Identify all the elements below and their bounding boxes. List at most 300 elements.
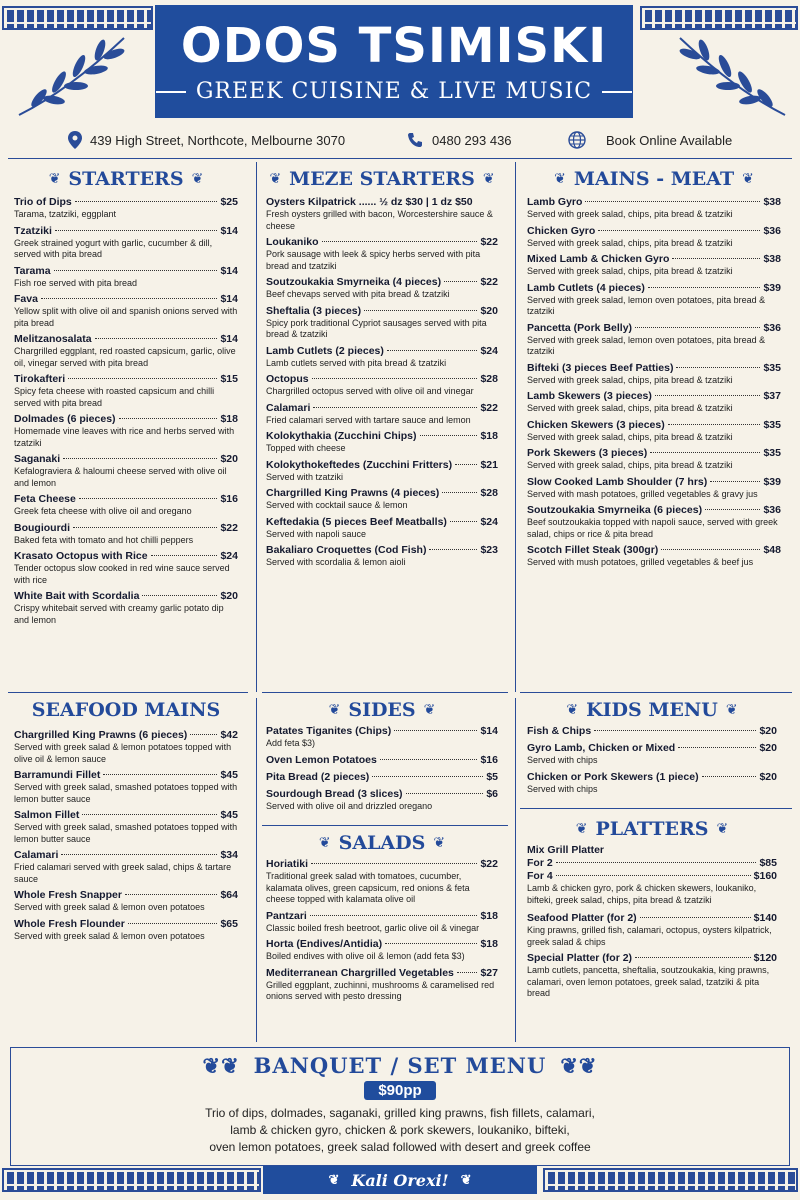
banquet-line-2: lamb & chicken gyro, chicken & pork skewers, loukaniko, bifteki, (230, 1123, 570, 1137)
section-title: ❦ SALADS ❦ (318, 832, 446, 854)
section-title: ❦ MEZE STARTERS ❦ (269, 168, 495, 190)
item-price: $18 (480, 430, 498, 442)
item-description: Served with cocktail sauce & lemon (266, 500, 408, 510)
item-name: Dolmades (6 pieces) (14, 413, 116, 425)
laurel-right-icon: ❦ (433, 835, 446, 851)
item-row (14, 453, 238, 466)
item-name: Calamari (266, 401, 311, 414)
item-name: Seafood Platter (for 2) (527, 912, 637, 924)
item-price: $21 (480, 458, 498, 471)
item-description: Topped with cheese (266, 443, 346, 453)
item-name: Lamb Cutlets (4 pieces) (527, 281, 645, 294)
menu-item (527, 912, 777, 948)
item-price: $20 (220, 590, 238, 602)
dot-leader (63, 458, 217, 459)
item-description: Homemade vine leaves with rice and herbs served with tzatziki (14, 426, 235, 448)
dot-leader (678, 747, 756, 748)
menu-item (14, 729, 238, 765)
item-name: Fava (14, 293, 38, 305)
item-name: Gyro Lamb, Chicken or Mixed (527, 742, 676, 754)
banquet-set-menu (10, 1047, 790, 1166)
laurel-left-icon: ❦ (48, 171, 61, 187)
phone[interactable] (407, 128, 512, 152)
item-price: $160 (753, 870, 777, 882)
dot-leader (387, 350, 478, 351)
laurel-right-icon: ❦ (482, 171, 495, 187)
item-row (14, 196, 238, 209)
menu-item (266, 430, 498, 455)
item-name: Chargrilled King Prawns (6 pieces) (14, 729, 188, 741)
menu-item (527, 771, 777, 796)
item-row (527, 844, 777, 857)
item-row (266, 236, 498, 249)
item-description: Beef chevaps served with pita bread & tzatziki (266, 289, 450, 299)
item-row (14, 225, 238, 238)
item-description: Served with greek salad & lemon oven potatoes (14, 902, 205, 912)
dot-leader (648, 287, 761, 288)
item-row (14, 849, 238, 862)
item-row (266, 544, 498, 557)
item-row (527, 419, 781, 432)
online-booking[interactable] (568, 128, 732, 152)
item-row (266, 754, 498, 767)
section-title: ❦ SIDES ❦ (328, 699, 436, 721)
item-description: Served with greek salad, lemon oven potatoes, pita bread & tzatziki (527, 294, 766, 316)
item-price: $14 (220, 264, 238, 277)
item-price: $6 (486, 787, 498, 800)
item-description: Served with greek salad, smashed potatoes topped with lemon butter sauce (14, 822, 238, 844)
divider-col2-lower (515, 698, 516, 1042)
item-price: $24 (480, 515, 498, 528)
menu-item (527, 282, 781, 318)
dot-leader (640, 917, 751, 918)
dot-leader (594, 730, 756, 731)
divider-kids-platters (520, 808, 792, 809)
dot-leader (190, 734, 217, 735)
divider-col2 (515, 162, 516, 692)
item-price: $15 (220, 373, 238, 385)
dot-leader (406, 793, 484, 794)
sides-list (266, 725, 498, 812)
laurel-left-icon: ❦ (566, 702, 579, 718)
dot-leader (310, 915, 478, 916)
phone-text: 0480 293 436 (432, 132, 512, 148)
menu-item-mix-grill (527, 844, 777, 906)
item-description: Served with greek salad & lemon potatoes topped with olive oil & lemon sauce (14, 742, 232, 764)
greek-key-border-bottom-left (2, 1168, 261, 1192)
menu-item (14, 196, 238, 221)
item-price: $22 (480, 236, 498, 248)
dot-leader (82, 814, 217, 815)
item-description: Chargrilled octopus served with olive oil and vinegar (266, 386, 474, 396)
item-row (266, 516, 498, 529)
item-name: Chicken Gyro (527, 224, 596, 237)
item-name: Mix Grill Platter (527, 844, 605, 856)
item-row (527, 771, 777, 784)
section-title: SEAFOOD MAINS (31, 699, 221, 721)
dot-leader (55, 230, 218, 231)
item-name: Soutzoukakia Smyrneika (6 pieces) (527, 504, 703, 516)
dot-leader (585, 201, 760, 202)
item-row (14, 729, 238, 742)
menu-item (266, 402, 498, 427)
phone-icon (407, 132, 424, 149)
divider-col1 (256, 162, 257, 692)
divider-sides-salads (262, 825, 508, 826)
banquet-line-1: Trio of dips, dolmades, saganaki, grilled king prawns, fish fillets, calamari, (205, 1106, 595, 1120)
dot-leader (103, 774, 217, 775)
item-price: $20 (220, 453, 238, 465)
subtitle-rule-right (602, 91, 632, 93)
dot-leader (635, 327, 760, 328)
item-description: Traditional greek salad with tomatoes, cucumber, kalamata olives, green capsicum, red onions & feta cheese topped with kalamata olive oil (266, 871, 470, 904)
section-sides (266, 697, 498, 816)
item-description: Grilled eggplant, zuchinni, mushrooms & caramelised red onions served with pesto dressing (266, 979, 495, 1001)
dot-leader (442, 492, 477, 493)
section-title: ❦ MAINS - MEAT ❦ (554, 168, 754, 190)
divider-mid-center (262, 692, 508, 693)
menu-item (14, 889, 238, 914)
item-description: Served with greek salad, chips, pita bread & tzatziki (527, 431, 733, 442)
item-name: Trio of Dips (14, 196, 72, 208)
dot-leader (702, 776, 757, 777)
item-price: $85 (759, 857, 777, 869)
item-name: Tarama (14, 264, 51, 277)
kids-list (527, 725, 777, 795)
item-row (527, 476, 781, 489)
seafood-list (14, 729, 238, 942)
menu-item (527, 476, 781, 501)
item-price: $23 (480, 544, 498, 556)
item-row (266, 402, 498, 415)
menu-item (266, 771, 498, 784)
section-kids-menu (527, 697, 777, 799)
laurel-right-icon: ❦ (725, 702, 738, 718)
section-title: ❦ STARTERS ❦ (48, 168, 204, 190)
item-row (266, 771, 498, 784)
section-meze-starters (266, 166, 498, 573)
menu-item (527, 253, 781, 278)
dot-leader (676, 367, 760, 368)
laurel-right-icon: ❦ (460, 1172, 472, 1188)
laurel-left-icon: ❦ (318, 835, 331, 851)
dot-leader (668, 424, 761, 425)
item-price: $45 (220, 769, 238, 781)
menu-item (266, 544, 498, 569)
item-price: $18 (480, 938, 498, 950)
menu-item (266, 938, 498, 963)
item-description: Greek feta cheese with olive oil and oregano (14, 506, 192, 516)
item-name: Pancetta (Pork Belly) (527, 321, 633, 334)
subtitle-text: GREEK CUISINE & LIVE MUSIC (195, 79, 593, 104)
dot-leader (429, 549, 477, 550)
item-description: Crispy whitebait served with creamy garlic potato dip and lemon (14, 603, 224, 625)
item-price: $35 (763, 447, 781, 459)
menu-item (527, 196, 781, 221)
laurel-left-icon: ❦ (269, 171, 282, 187)
dot-leader (79, 498, 218, 499)
section-title: ❦ PLATTERS ❦ (575, 818, 729, 840)
item-name: Oven Lemon Potatoes (266, 753, 377, 766)
laurel-left-icon: ❦ (328, 702, 341, 718)
item-row (14, 293, 238, 306)
olive-branch-right-icon (670, 30, 790, 120)
menu-item (266, 487, 498, 512)
section-mains-meat (527, 166, 781, 573)
location-pin-icon (68, 131, 82, 149)
laurel-left-icon: ❦ (328, 1172, 340, 1188)
item-price: $35 (763, 418, 781, 431)
item-name: White Bait with Scordalia (14, 590, 140, 602)
item-row (527, 253, 781, 266)
item-name: Lamb Gyro (527, 196, 583, 208)
menu-item (14, 918, 238, 943)
item-description: Served with greek salad, chips, pita bread & tzatziki (527, 209, 733, 219)
item-name: Mediterranean Chargrilled Vegetables (266, 966, 454, 979)
divider-mid-right (520, 692, 792, 693)
item-row (266, 373, 498, 386)
item-description: Served with mush potatoes, grilled vegetables & beef jus (527, 557, 754, 567)
item-name: Tirokafteri (14, 373, 66, 385)
menu-item (14, 590, 238, 626)
menu-item (14, 849, 238, 885)
item-name: Saganaki (14, 453, 61, 465)
item-row (527, 544, 781, 557)
item-row (14, 413, 238, 426)
item-description: Served with greek salad, smashed potatoes topped with lemon butter sauce (14, 782, 238, 804)
mains-list (527, 196, 781, 569)
item-price: $14 (220, 224, 238, 237)
item-name: Horiatiki (266, 858, 309, 870)
item-name: Fish & Chips (527, 725, 592, 737)
item-row (527, 725, 777, 738)
item-name: Chargrilled King Prawns (4 pieces) (266, 487, 440, 499)
menu-item (14, 225, 238, 261)
item-price: $22 (220, 521, 238, 534)
item-row (527, 447, 781, 460)
item-description: Kefalograviera & haloumi cheese served with olive oil and lemon (14, 466, 227, 488)
item-price: $22 (480, 276, 498, 288)
item-name: Octopus (266, 373, 309, 385)
item-name: Pantzari (266, 909, 307, 922)
item-description: Tarama, tzatziki, eggplant (14, 209, 117, 219)
item-description: Served with chips (527, 755, 598, 765)
item-row (527, 196, 781, 209)
footer-banner (263, 1166, 537, 1194)
menu-item (266, 276, 498, 301)
item-description: Lamb cutlets, pancetta, sheftalia, soutzoukakia, king prawns, calamari, oven lemon potatoes, greek salad, tzatziki & pita bread (527, 965, 770, 998)
dot-leader (95, 338, 218, 339)
item-description: Served with chips (527, 783, 598, 794)
menu-item (527, 952, 777, 1000)
item-row (527, 322, 781, 335)
item-name: Sheftalia (3 pieces) (266, 304, 362, 317)
item-row (14, 918, 238, 931)
item-price: $38 (763, 253, 781, 265)
item-price: $14 (480, 725, 498, 737)
item-row (14, 590, 238, 603)
item-row (527, 742, 777, 755)
menu-item (266, 305, 498, 341)
item-description: Spicy pork traditional Cypriot sausages served with pita bread & tzatziki (266, 317, 487, 339)
item-price: $64 (220, 889, 238, 901)
item-description: Greek strained yogurt with garlic, cucumber & dill, served with pita bread (14, 237, 213, 259)
menu-item (266, 858, 498, 906)
address-text: 439 High Street, Northcote, Melbourne 3070 (90, 132, 346, 148)
item-price: $20 (480, 304, 498, 317)
divider-top (8, 158, 792, 159)
item-price: $28 (480, 487, 498, 499)
item-row (527, 952, 777, 965)
item-name: For 4 (527, 870, 553, 882)
item-description: Fresh oysters grilled with bacon, Worcestershire sauce & cheese (266, 209, 493, 231)
dot-leader (128, 923, 218, 924)
laurel-left-icon: ❦ (575, 821, 588, 837)
menu-item (527, 725, 777, 738)
menu-item (14, 522, 238, 547)
item-row (266, 196, 498, 209)
dot-leader (450, 521, 478, 522)
item-row (266, 967, 498, 980)
item-price: $38 (763, 196, 781, 208)
item-description: Served with greek salad, chips, pita bread & tzatziki (527, 374, 733, 385)
menu-item (266, 345, 498, 370)
olive-branch-left-icon (14, 30, 134, 120)
menu-item (266, 967, 498, 1003)
item-row (527, 870, 777, 883)
laurel-right-icon: ❦ (423, 702, 436, 718)
section-platters (527, 816, 777, 1004)
banquet-title: ❦❦ BANQUET / SET MENU ❦❦ (202, 1053, 598, 1078)
item-description: Spicy feta cheese with roasted capsicum and chilli served with pita bread (14, 386, 215, 408)
item-price: $36 (763, 224, 781, 237)
laurel-left-icon: ❦ (554, 171, 566, 187)
item-row (14, 493, 238, 506)
dot-leader (61, 854, 217, 855)
item-description: Lamb & chicken gyro, pork & chicken skewers, loukaniko, bifteki, greek salad, chips, pita bread & tzatziki (527, 883, 757, 905)
item-name: Slow Cooked Lamb Shoulder (7 hrs) (527, 475, 708, 488)
menu-item (527, 362, 781, 387)
menu-item (527, 544, 781, 569)
dot-leader (385, 943, 477, 944)
item-name: Bifteki (3 pieces Beef Patties) (527, 361, 674, 374)
item-description: Served with mash potatoes, grilled vegetables & gravy jus (527, 488, 758, 499)
menu-item (14, 550, 238, 586)
menu-item (266, 516, 498, 541)
menu-item (14, 333, 238, 369)
item-name: Calamari (14, 849, 59, 861)
item-name: Oysters Kilpatrick ...... ½ dz $30 | 1 dz $50 (266, 196, 473, 208)
dot-leader (650, 452, 760, 453)
item-description: King prawns, grilled fish, calamari, octopus, oysters kilpatrick, greek salad & chips (527, 925, 772, 947)
laurel-right-icon: ❦ (716, 821, 729, 837)
platters-list (527, 912, 777, 1000)
item-row (14, 265, 238, 278)
dot-leader (142, 595, 217, 596)
menu-item (527, 390, 781, 415)
menu-item (527, 322, 781, 358)
menu-item (266, 788, 498, 813)
item-description: Lamb cutlets served with pita bread & tzatziki (266, 357, 447, 368)
item-description: Served with scordalia & lemon aioli (266, 557, 406, 567)
laurel-left-icon: ❦❦ (202, 1053, 240, 1078)
menu-item (527, 447, 781, 472)
laurel-right-icon: ❦ (191, 171, 204, 187)
item-price: $24 (480, 344, 498, 357)
item-price: $5 (486, 770, 498, 783)
item-name: Barramundi Fillet (14, 769, 101, 781)
item-price: $20 (759, 742, 777, 754)
section-starters (14, 166, 238, 630)
section-seafood-mains (14, 697, 238, 946)
item-description: Fried calamari served with greek salad, chips & tartare sauce (14, 862, 232, 884)
item-price: $36 (763, 504, 781, 516)
starters-list (14, 196, 238, 626)
item-row (266, 487, 498, 500)
laurel-right-icon: ❦❦ (560, 1053, 598, 1078)
dot-leader (380, 759, 478, 760)
item-price: $18 (220, 413, 238, 425)
item-row (527, 225, 781, 238)
dot-leader (635, 957, 751, 958)
item-name: Loukaniko (266, 236, 319, 248)
item-row (266, 345, 498, 358)
item-row (266, 725, 498, 738)
divider-col1-lower (256, 698, 257, 1042)
item-price: $140 (753, 912, 777, 924)
item-description: Served with olive oil and drizzled oregano (266, 800, 433, 811)
item-name: For 2 (527, 857, 553, 869)
item-name: Special Platter (for 2) (527, 952, 633, 964)
item-name: Mixed Lamb & Chicken Gyro (527, 253, 670, 265)
menu-item (527, 225, 781, 250)
dot-leader (556, 875, 751, 876)
footer-text: Kali Orexi! (351, 1170, 449, 1190)
item-name: Sourdough Bread (3 slices) (266, 787, 403, 800)
dot-leader (119, 418, 218, 419)
item-row (527, 282, 781, 295)
item-description: Baked feta with tomato and hot chilli peppers (14, 534, 194, 545)
item-description: Served with greek salad, chips, pita bread & tzatziki (527, 237, 733, 248)
item-row (14, 889, 238, 902)
item-description: Served with greek salad, chips, pita bread & tzatziki (527, 266, 733, 276)
dot-leader (125, 894, 218, 895)
item-name: Krasato Octopus with Rice (14, 550, 148, 562)
item-name: Feta Cheese (14, 493, 76, 505)
item-row (266, 788, 498, 801)
dot-leader (598, 230, 760, 231)
dot-leader (322, 241, 478, 242)
item-description: Served with greek salad, chips, pita bread & tzatziki (527, 460, 733, 470)
item-price: $120 (753, 952, 777, 964)
dot-leader (705, 509, 760, 510)
menu-item (14, 413, 238, 449)
menu-item (266, 754, 498, 767)
section-salads (266, 830, 498, 1007)
item-name: Bakaliaro Croquettes (Cod Fish) (266, 544, 427, 556)
item-row (266, 459, 498, 472)
banquet-line-3: oven lemon potatoes, greek salad followed with desert and greek coffee (209, 1140, 591, 1154)
item-description: Served with napoli sauce (266, 528, 367, 539)
item-price: $16 (220, 493, 238, 505)
menu-item (527, 504, 781, 540)
item-name: Pita Bread (2 pieces) (266, 770, 370, 783)
menu-item (266, 910, 498, 935)
menu-item (14, 373, 238, 409)
dot-leader (73, 527, 217, 528)
item-description: Served with greek salad, chips, pita bread & tzatziki (527, 403, 733, 413)
item-row (14, 769, 238, 782)
